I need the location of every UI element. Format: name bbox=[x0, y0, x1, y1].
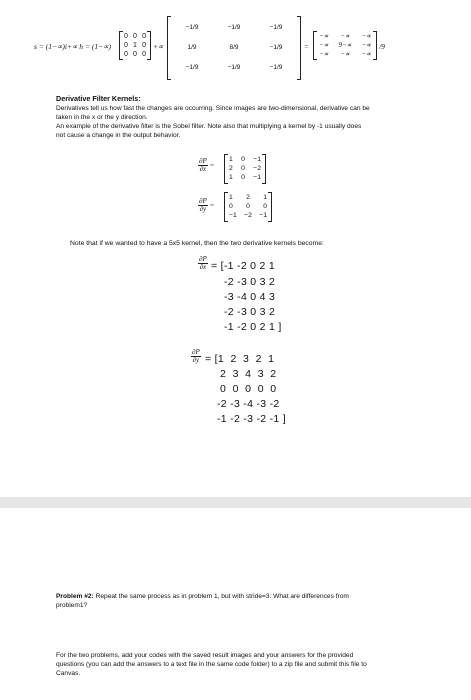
matrix-cell: 0 bbox=[263, 203, 267, 210]
kernel-row: -3 -4 0 4 3 bbox=[224, 291, 276, 303]
matrix-cell: 0 bbox=[142, 42, 146, 49]
plus-alpha: +∝ bbox=[153, 42, 164, 51]
matrix-cell: −1 bbox=[253, 174, 261, 181]
matrix-cell: −1 bbox=[253, 156, 261, 163]
divide-by-nine: /9 bbox=[379, 42, 385, 51]
matrix-cell: 1 bbox=[263, 194, 267, 201]
matrix-cell: 0 bbox=[142, 33, 146, 40]
matrix-cell: 8/9 bbox=[229, 44, 239, 51]
text-line: not cause a change in the output behavior. bbox=[56, 132, 181, 139]
formula-lhs: s = (1−∝)i+∝ h = (1−∝) bbox=[34, 42, 111, 51]
matrix-cell: −∝ bbox=[319, 51, 329, 58]
fraction-denominator: ∂x bbox=[199, 165, 207, 174]
paragraph-derivatives bbox=[56, 104, 436, 140]
matrix-cell: −∝ bbox=[340, 51, 350, 58]
matrix-cell: 1/9 bbox=[187, 44, 197, 51]
kernel-row: 2 3 4 3 2 bbox=[220, 368, 277, 380]
matrix-cell: −2 bbox=[253, 165, 261, 172]
dpdy-fraction-5x5 bbox=[191, 349, 201, 365]
identity-matrix bbox=[119, 31, 151, 60]
text-line: Repeat the same process as in problem 1, but with stride=3. What are differences from bbox=[95, 593, 349, 600]
kernel-row: = [-1 -2 0 2 1 bbox=[211, 260, 276, 272]
matrix-cell: 9−∝ bbox=[338, 42, 352, 49]
matrix-cell: −1/9 bbox=[185, 24, 199, 31]
text-line: problem1? bbox=[56, 602, 88, 609]
bracket-right bbox=[297, 16, 301, 80]
problem-2-text bbox=[56, 592, 428, 610]
matrix-cell: 0 bbox=[124, 51, 128, 58]
dpdx-fraction: $\frac{\partial P}{\partial x}$ = bbox=[199, 157, 215, 174]
matrix-cell: −∝ bbox=[319, 42, 329, 49]
matrix-cell: 0 bbox=[124, 42, 128, 49]
matrix-row bbox=[175, 58, 293, 78]
matrix-cell: 0 bbox=[229, 203, 233, 210]
matrix-cell: 0 bbox=[142, 51, 146, 58]
fraction-denominator: ∂x bbox=[199, 263, 207, 272]
bracket-left bbox=[313, 31, 317, 60]
section-heading: Derivative Filter Kernels: bbox=[56, 94, 141, 103]
matrix-cell: 2 bbox=[229, 165, 233, 172]
matrix-cell: 1 bbox=[229, 174, 233, 181]
matrix-cell: −∝ bbox=[340, 33, 350, 40]
text-line: questions (you can add the answers to a text file in the same code folder) to a zip file and submit this file to bbox=[56, 661, 367, 668]
kernel-row: 0 0 0 0 0 bbox=[220, 383, 277, 395]
matrix-cell: −1/9 bbox=[227, 24, 241, 31]
matrix-cell: −2 bbox=[244, 212, 252, 219]
fraction-numerator: ∂P bbox=[199, 255, 207, 263]
matrix-cell: 0 bbox=[133, 51, 137, 58]
fraction-denominator: ∂y bbox=[192, 356, 200, 365]
matrix-cell: −∝ bbox=[361, 51, 371, 58]
result-matrix bbox=[313, 31, 377, 60]
fraction-numerator: ∂P bbox=[199, 197, 207, 205]
problem-label: Problem #2: bbox=[56, 593, 94, 600]
matrix-cell: 1 bbox=[133, 42, 137, 49]
dpdx-fraction-5x5 bbox=[198, 256, 208, 272]
bracket-left bbox=[224, 154, 228, 184]
kernel-row: -1 -2 -3 -2 -1 ] bbox=[217, 413, 286, 425]
matrix-cell: 0 bbox=[124, 33, 128, 40]
kernel-row: = [1 2 3 2 1 bbox=[205, 353, 275, 365]
matrix-cell: −1/9 bbox=[227, 64, 241, 71]
matrix-cell: 0 bbox=[241, 165, 245, 172]
matrix-cell: 2 bbox=[246, 194, 250, 201]
matrix-row bbox=[175, 18, 293, 38]
bracket-right bbox=[268, 192, 272, 222]
bracket-right bbox=[147, 31, 151, 60]
sobel-y-matrix bbox=[224, 192, 272, 222]
text-line: Derivatives tell us how fast the changes are occurring. Since images are two-dimensional, derivative can be bbox=[56, 105, 370, 112]
matrix-cell: −1 bbox=[229, 212, 237, 219]
matrix-cell: −∝ bbox=[319, 33, 329, 40]
document-page-2 bbox=[0, 508, 471, 700]
bracket-left bbox=[167, 16, 171, 80]
matrix-row bbox=[175, 38, 293, 58]
matrix-cell: −∝ bbox=[361, 33, 371, 40]
bracket-left bbox=[119, 31, 123, 60]
bracket-right bbox=[262, 154, 266, 184]
laplace-matrix bbox=[167, 16, 301, 80]
kernel-row: -2 -3 -4 -3 -2 bbox=[217, 398, 280, 410]
sobel-x-matrix bbox=[224, 154, 266, 184]
matrix-cell: −1/9 bbox=[185, 64, 199, 71]
matrix-cell: 0 bbox=[246, 203, 250, 210]
fraction-numerator: ∂P bbox=[199, 157, 207, 165]
text-line: taken in the x or the y direction. bbox=[56, 114, 148, 121]
kernel-row: -1 -2 0 2 1 ] bbox=[224, 321, 282, 333]
submission-instructions bbox=[56, 651, 436, 678]
fraction-numerator: ∂P bbox=[192, 348, 200, 356]
equals-sign: = bbox=[304, 42, 310, 51]
text-line: For the two problems, add your codes with the saved result images and your answers for the provided bbox=[56, 652, 354, 659]
kernel-row: -2 -3 0 3 2 bbox=[224, 306, 276, 318]
kernel-row: -2 -3 0 3 2 bbox=[224, 276, 276, 288]
matrix-cell: −1 bbox=[259, 212, 267, 219]
bracket-right bbox=[373, 31, 377, 60]
dpdy-fraction: $\frac{\partial P}{\partial y}$ = bbox=[199, 197, 215, 214]
matrix-cell: 0 bbox=[241, 174, 245, 181]
five-by-five-note: Note that if we wanted to have a 5x5 kernel, then the two derivative kernels become: bbox=[70, 240, 324, 247]
matrix-cell: 0 bbox=[241, 156, 245, 163]
text-line: Canvas. bbox=[56, 670, 81, 677]
matrix-cell: 0 bbox=[133, 33, 137, 40]
text-line: An example of the derivative filter is the Sobel filter. Note also that multiplying a kernel by -1 usually does bbox=[56, 123, 362, 130]
matrix-cell: −1/9 bbox=[269, 44, 283, 51]
matrix-cell: −1/9 bbox=[269, 24, 283, 31]
fraction-denominator: ∂y bbox=[199, 205, 207, 214]
bracket-left bbox=[224, 192, 228, 222]
matrix-cell: −1/9 bbox=[269, 64, 283, 71]
matrix-cell: −∝ bbox=[361, 42, 371, 49]
matrix-cell: 1 bbox=[229, 194, 233, 201]
matrix-cell: 1 bbox=[229, 156, 233, 163]
